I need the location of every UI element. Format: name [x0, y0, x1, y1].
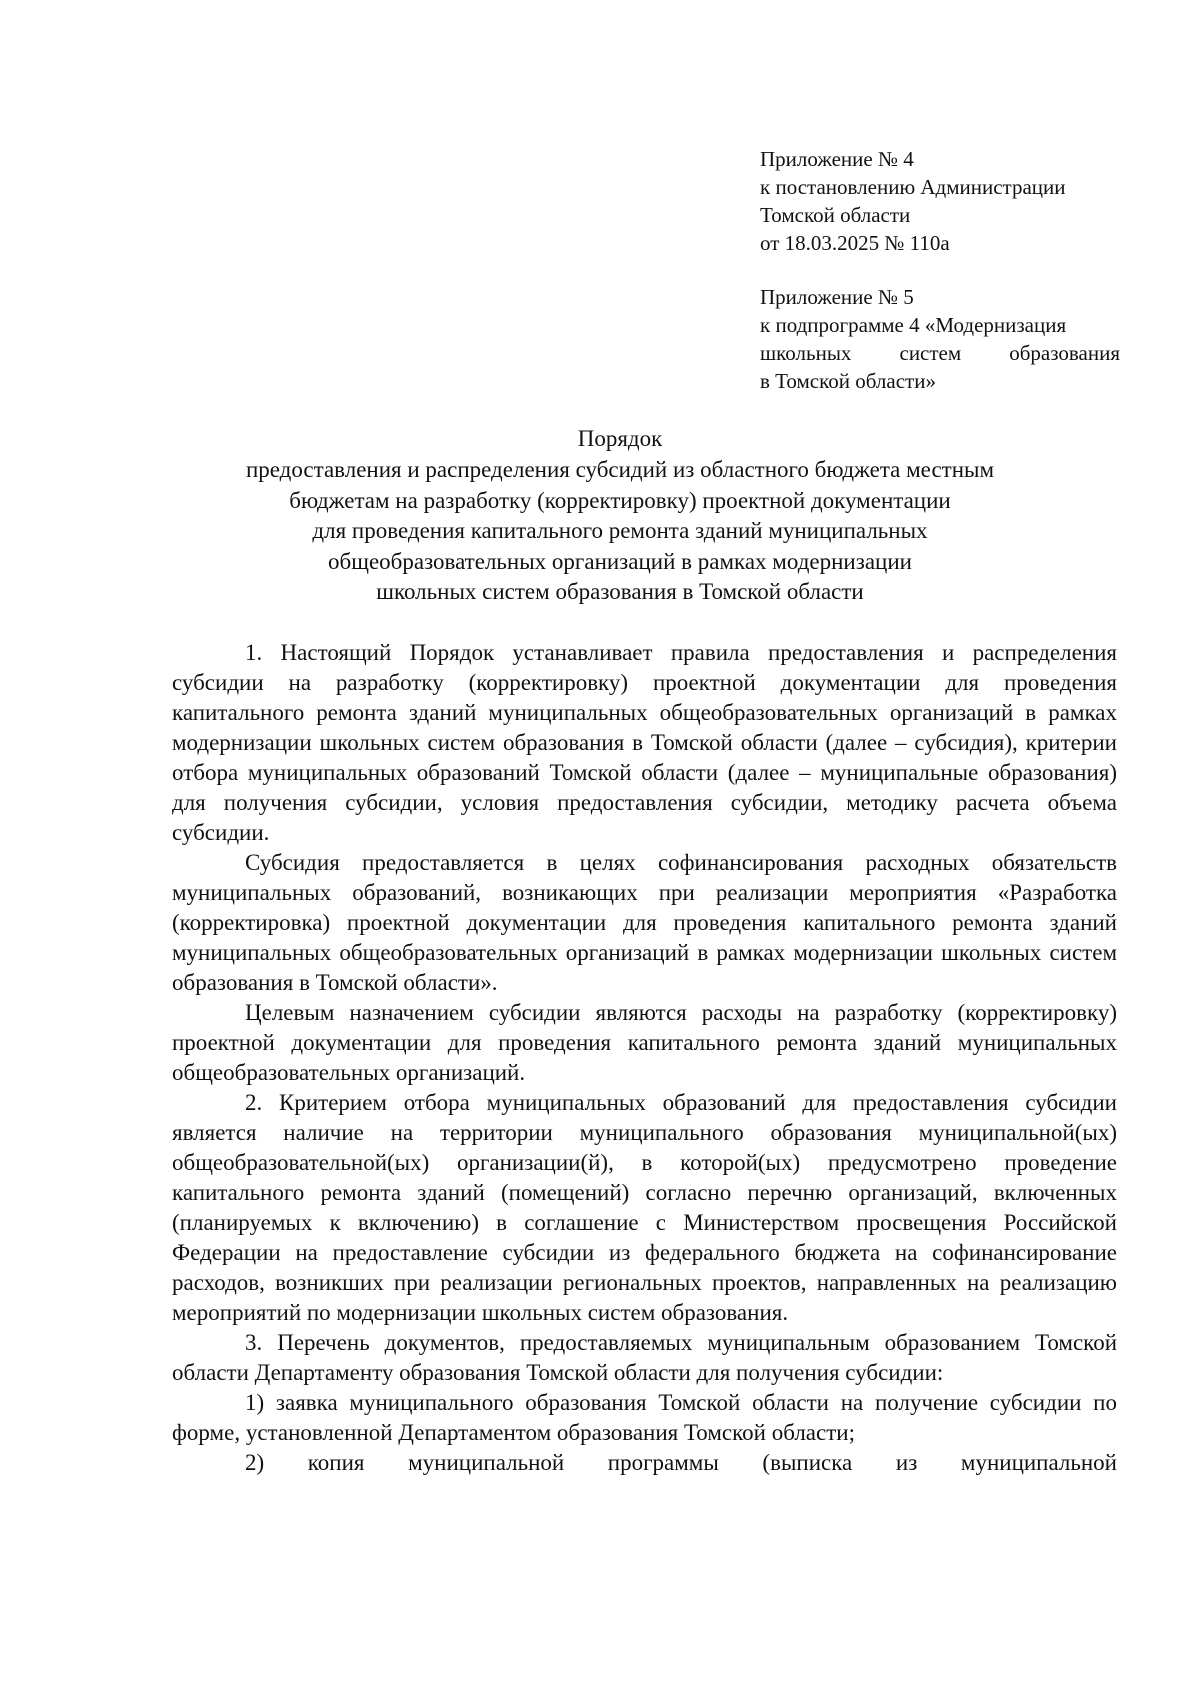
annex-line: Приложение № 5: [760, 285, 914, 309]
paragraph-4: 2. Критерием отбора муниципальных образований для предоставления субсидии является наличие на территории муниципального образования муниципальной(ых) общеобразовательной(ых) организации(й), в которой(ых) предусмотрено проведение капитального ремонта зданий (помещений) согласно перечню организаций, включенных (планируемых к включению) в соглашение с Министерством просвещения Российской Федерации на предоставление субсидии из федерального бюджета на софинансирование расходов, возникших при реализации региональных проектов, направленных на реализацию мероприятий по модернизации школьных систем образования.: [172, 1090, 1117, 1325]
annex-line: к постановлению Администрации: [760, 175, 1066, 199]
annex-header-4: [760, 145, 1120, 257]
paragraph-6: 1) заявка муниципального образования Томской области на получение субсидии по форме, установленной Департаментом образования Томской области;: [172, 1390, 1117, 1445]
subtitle-line: школьных систем образования в Томской области: [376, 579, 864, 604]
paragraph-7: 2) копия муниципальной программы (выписка из муниципальной: [245, 1450, 1117, 1475]
document-subtitle: [180, 455, 1060, 608]
paragraph-5: 3. Перечень документов, предоставляемых муниципальным образованием Томской области Департаменту образования Томской области для получения субсидии:: [172, 1330, 1117, 1385]
annex-line: к подпрограмме 4 «Модернизация: [760, 313, 1067, 337]
annex-line: Томской области: [760, 203, 911, 227]
subtitle-line: предоставления и распределения субсидий из областного бюджета местным: [245, 457, 995, 482]
annex-line: от 18.03.2025 № 110а: [760, 231, 950, 255]
paragraph-3: Целевым назначением субсидии являются расходы на разработку (корректировку) проектной документации для проведения капитального ремонта зданий муниципальных общеобразовательных организаций.: [172, 1000, 1117, 1085]
annex-line: Приложение № 4: [760, 147, 914, 171]
subtitle-line: для проведения капитального ремонта зданий муниципальных: [312, 518, 928, 543]
paragraph-1: 1. Настоящий Порядок устанавливает правила предоставления и распределения субсидии на разработку (корректировку) проектной документации для проведения капитального ремонта зданий муниципальных общеобразовательных организаций в рамках модернизации школьных систем образования в Томской области (далее – субсидия), критерии отбора муниципальных образований Томской области (далее – муниципальные образования) для получения субсидии, условия предоставления субсидии, методику расчета объема субсидии.: [172, 640, 1117, 845]
document-body: [172, 638, 1117, 1478]
paragraph-2: Субсидия предоставляется в целях софинансирования расходных обязательств муниципальных образований, возникающих при реализации мероприятия «Разработка (корректировка) проектной документации для проведения капитального ремонта зданий муниципальных общеобразовательных организаций в рамках модернизации школьных систем образования в Томской области».: [172, 850, 1117, 995]
annex-line: в Томской области»: [760, 369, 936, 393]
subtitle-line: бюджетам на разработку (корректировку) проектной документации: [289, 487, 951, 513]
annex-header-5: [760, 283, 1120, 395]
subtitle-line: общеобразовательных организаций в рамках модернизации: [328, 548, 912, 574]
annex-line: школьных систем образования: [760, 341, 1120, 365]
document-title: Порядок: [577, 426, 663, 451]
